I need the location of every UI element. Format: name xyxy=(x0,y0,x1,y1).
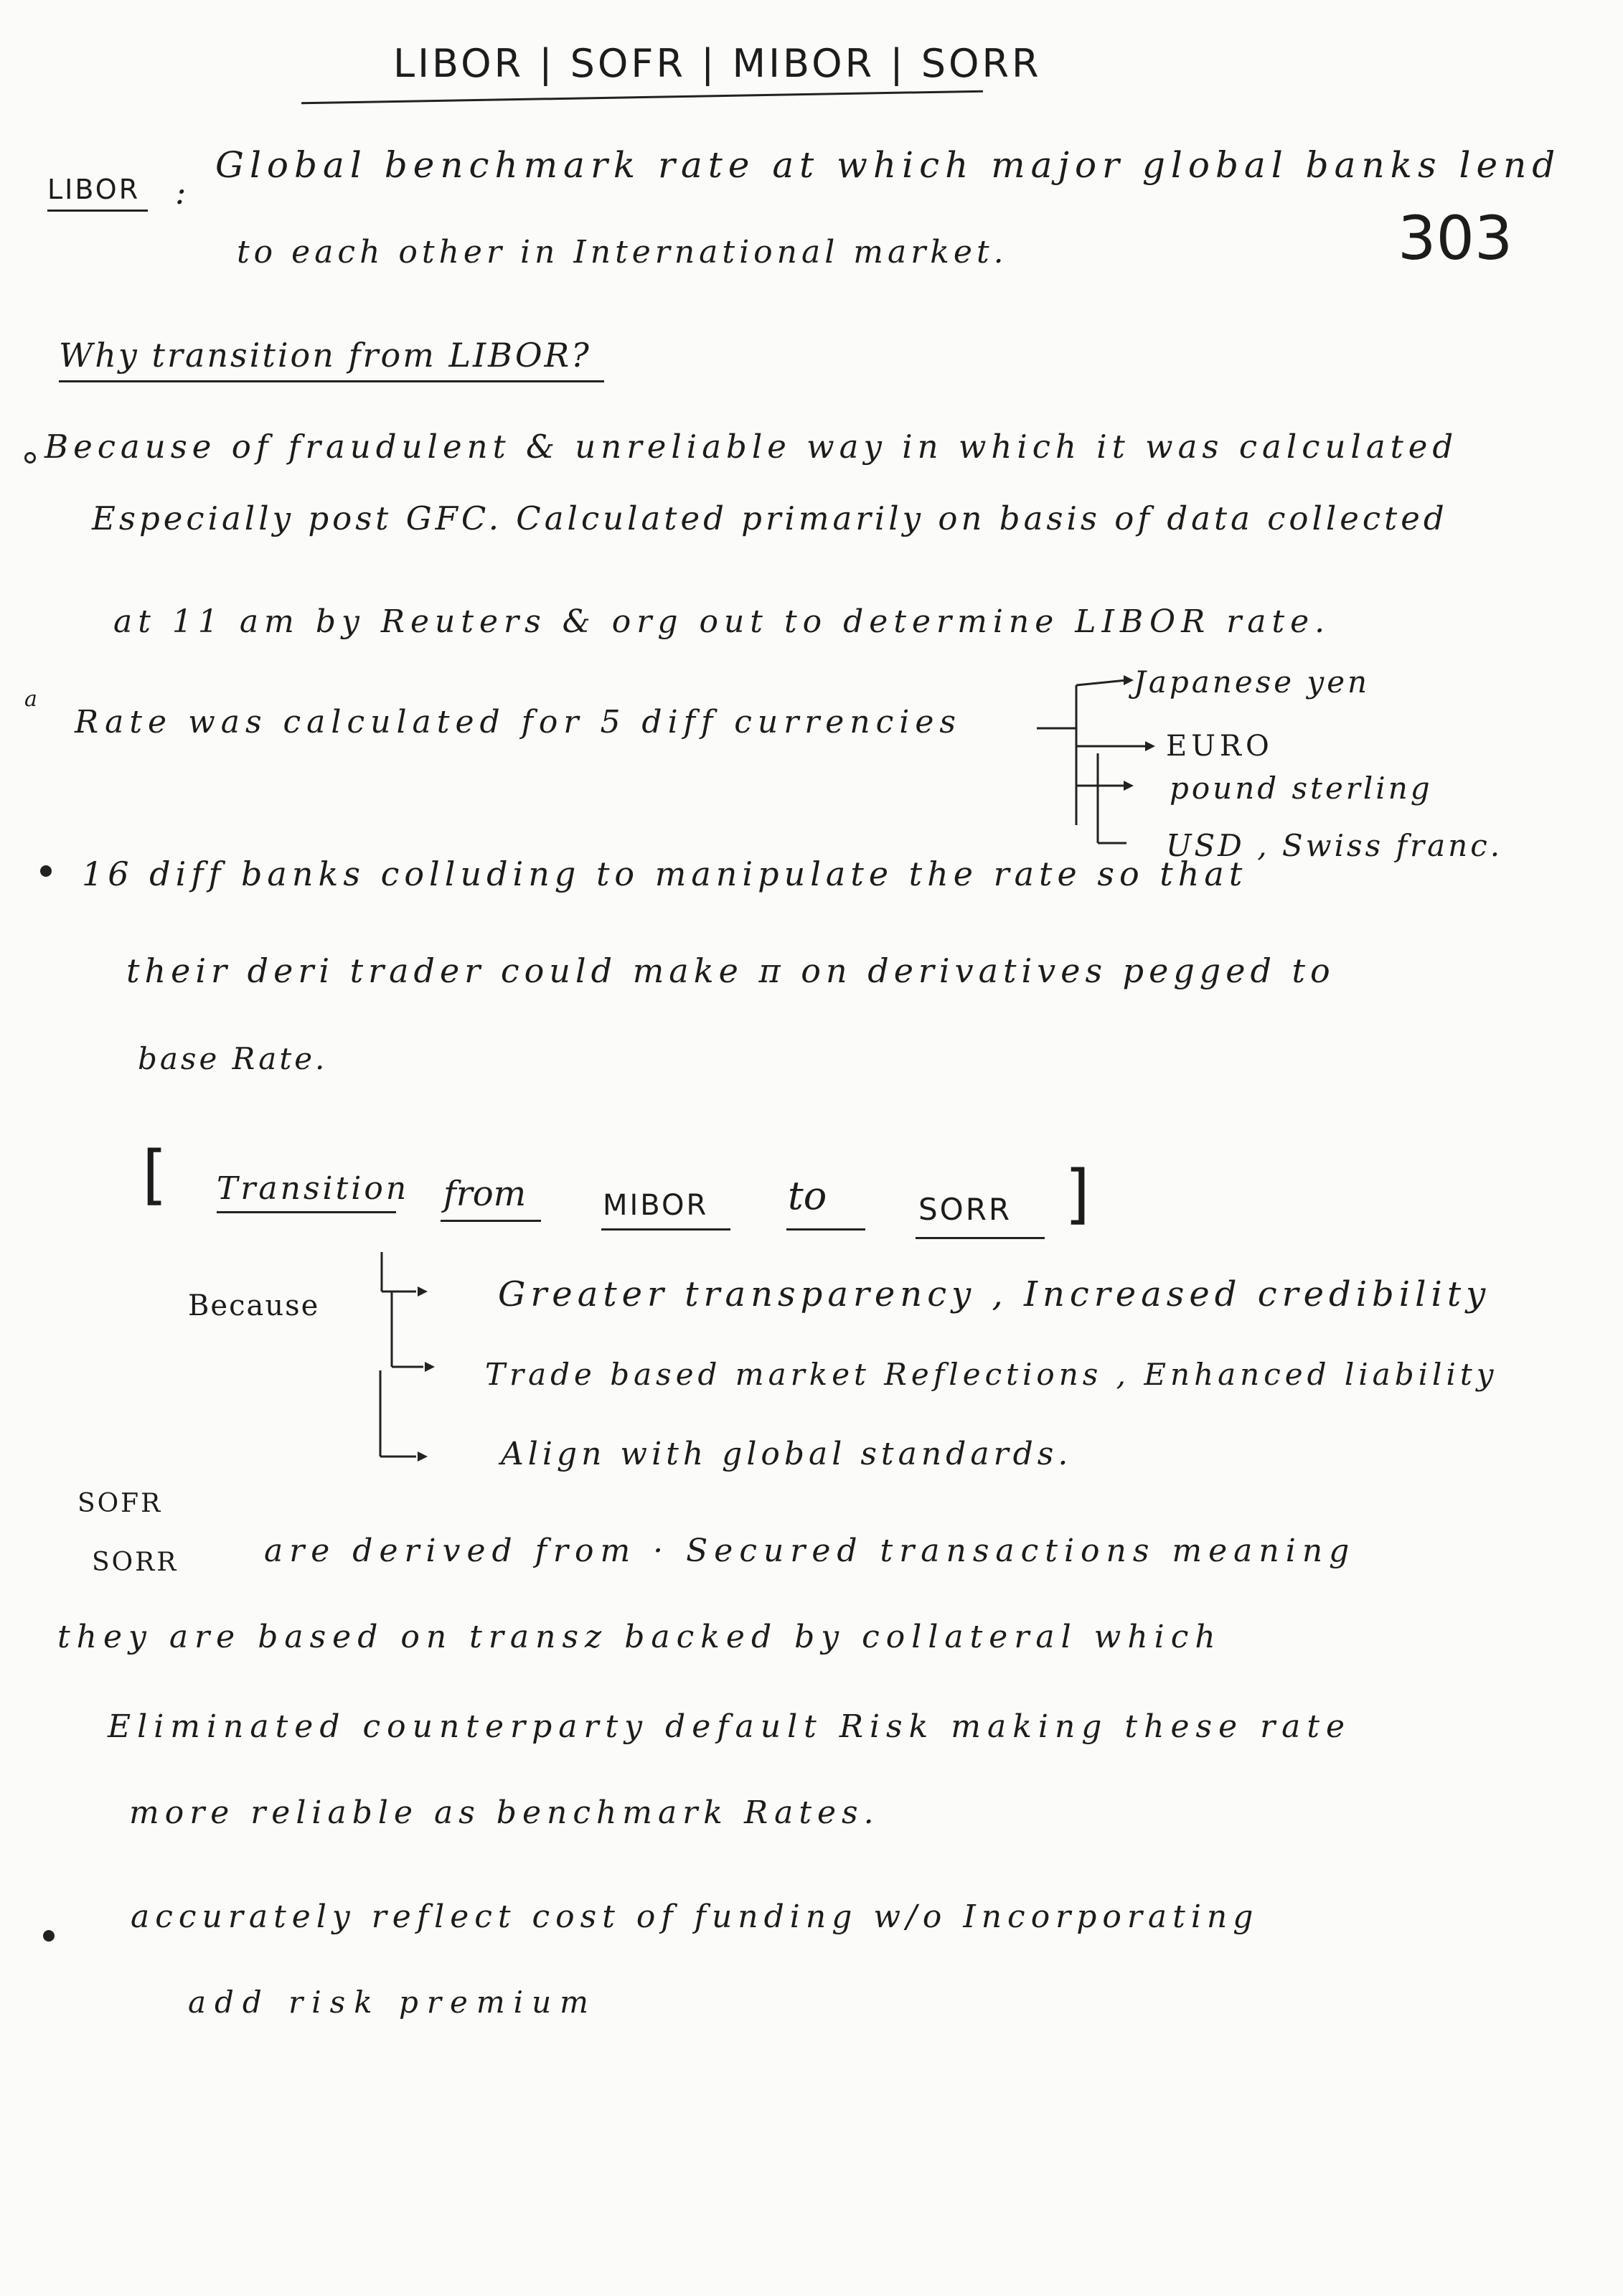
transition-to: to xyxy=(788,1173,827,1218)
transition-sorr: SORR xyxy=(918,1192,1012,1227)
libor-def-line1: Global benchmark rate at which major global banks lend xyxy=(215,144,1561,186)
page-number: 303 xyxy=(1398,203,1513,273)
sofr-line1: are derived from · Secured transactions meaning xyxy=(264,1533,1356,1569)
because-reason-1: Greater transparency , Increased credibility xyxy=(498,1274,1491,1314)
sofr-label: SOFR xyxy=(77,1489,163,1518)
transition-from: from xyxy=(443,1174,527,1214)
sofr-line2: they are based on transz backed by collateral which xyxy=(57,1619,1222,1655)
why-p1-line3: at 11 am by Reuters & org out to determine LIBOR rate. xyxy=(113,603,1331,640)
transition-prefix: Transition xyxy=(217,1170,410,1207)
why-p1-line2: Especially post GFC. Calculated primarily on basis of data collected xyxy=(92,499,1448,537)
last-line2: add risk premium xyxy=(188,1985,597,2020)
bracket-left: [ xyxy=(142,1137,168,1213)
libor-sep: : xyxy=(175,173,187,212)
why-p3-line3: base Rate. xyxy=(138,1041,328,1076)
why-p3-line1: 16 diff banks colluding to manipulate the rate so that xyxy=(82,855,1248,893)
because-reason-3: Align with global standards. xyxy=(501,1436,1073,1472)
libor-term: LIBOR xyxy=(47,174,141,205)
because-reason-2: Trade based market Reflections , Enhanced liability xyxy=(485,1357,1498,1392)
sorr-label: SORR xyxy=(92,1548,179,1577)
currency-2: EURO xyxy=(1166,730,1274,763)
sofr-line3: Eliminated counterparty default Risk making these rate xyxy=(108,1708,1352,1745)
because-label: Because xyxy=(188,1289,320,1322)
page-title: LIBOR | SOFR | MIBOR | SORR xyxy=(393,41,1042,86)
why-p3-line2: their deri trader could make π on derivatives pegged to xyxy=(126,951,1335,990)
currency-3: pound sterling xyxy=(1170,771,1433,806)
why-heading: Why transition from LIBOR? xyxy=(59,336,591,375)
last-line1: accurately reflect cost of funding w/o Incorporating xyxy=(131,1899,1259,1935)
bracket-right: ] xyxy=(1065,1157,1091,1232)
currency-4: USD , Swiss franc. xyxy=(1166,828,1503,863)
bullet-4 xyxy=(43,1930,55,1942)
libor-def-line2: to each other in International market. xyxy=(237,234,1008,270)
transition-mibor: MIBOR xyxy=(603,1189,709,1222)
why-p1-line1: Because of fraudulent & unreliable way in which it was calculated xyxy=(44,428,1459,466)
why-p2-line1: Rate was calculated for 5 diff currencies xyxy=(75,704,961,740)
currency-1: Japanese yen xyxy=(1134,664,1370,700)
bullet-2-mark: a xyxy=(24,687,37,712)
sofr-line4: more reliable as benchmark Rates. xyxy=(129,1794,880,1831)
